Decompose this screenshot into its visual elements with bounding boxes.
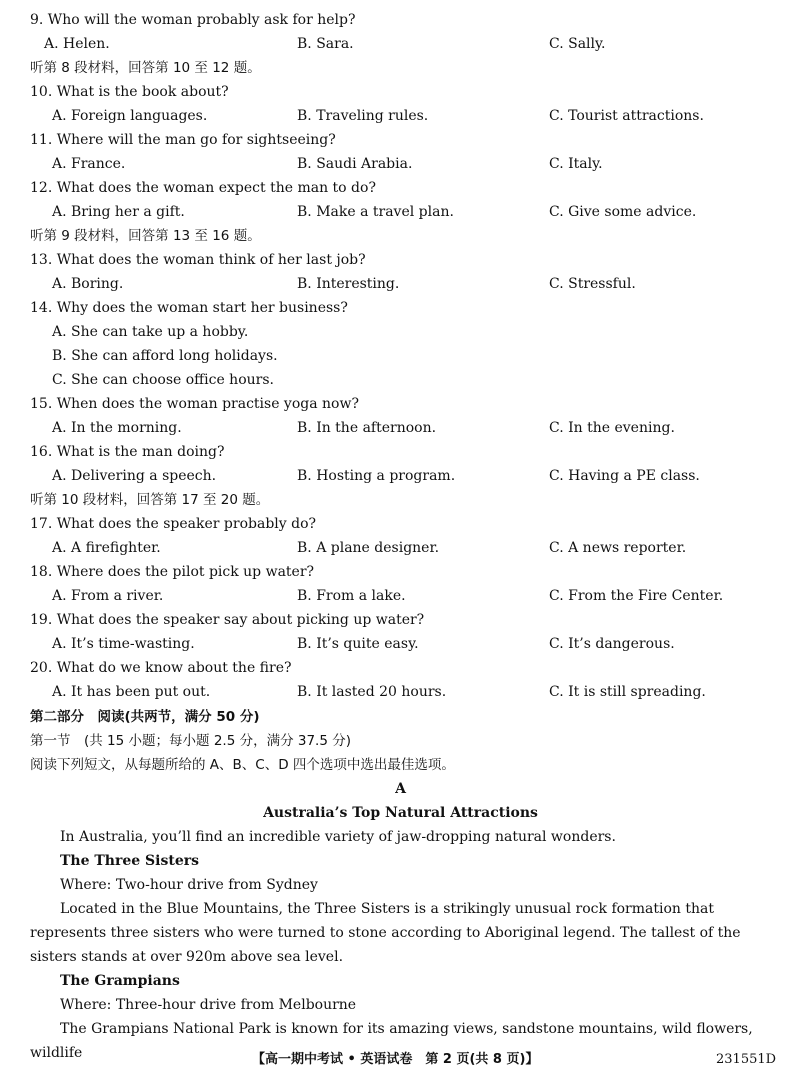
passage-intro: In Australia, you’ll find an incredible variety of jaw-dropping natural wonders. [60,829,616,845]
section-title-three-sisters: The Three Sisters [60,853,199,869]
option-b: B. In the afternoon. [297,420,437,436]
option-b: B. Sara. [297,36,354,52]
option-b: B. From a lake. [297,588,406,604]
option-c: C. From the Fire Center. [549,588,724,604]
reading-instruction: 阅读下列短文，从每题所给的 A、B、C、D 四个选项中选出最佳选项。 [30,757,455,773]
question-17: 17. What does the speaker probably do? [30,516,317,532]
option-a: A. Boring. [52,276,124,292]
question-16: 16. What is the man doing? [30,444,225,460]
question-14: 14. Why does the woman start her business? [30,300,348,316]
question-9: 9. Who will the woman probably ask for help? [30,12,356,28]
material-10-instruction: 听第 10 段材料，回答第 17 至 20 题。 [30,492,270,508]
option-a: A. She can take up a hobby. [52,324,249,340]
option-b: B. Hosting a program. [297,468,456,484]
three-sisters-description: Located in the Blue Mountains, the Three Sisters is a strikingly unusual rock formation that represents three sisters who were turned to stone according to Aboriginal legend. The tallest of the sisters stands at over 920m above sea level. [30,901,741,965]
option-a: A. It has been put out. [52,684,211,700]
option-c: C. Stressful. [549,276,636,292]
options-15 [0,416,801,440]
option-a: A. In the morning. [52,420,182,436]
three-sisters-location: Where: Two-hour drive from Sydney [60,877,318,893]
options-20 [0,680,801,704]
option-b: B. It lasted 20 hours. [297,684,447,700]
options-18 [0,584,801,608]
question-20: 20. What do we know about the fire? [30,660,292,676]
option-c: C. It is still spreading. [549,684,706,700]
grampians-location: Where: Three-hour drive from Melbourne [60,997,357,1013]
option-c: C. Give some advice. [549,204,697,220]
option-b: B. She can afford long holidays. [52,348,278,364]
option-c: C. A news reporter. [549,540,687,556]
option-b: B. Traveling rules. [297,108,429,124]
option-a: A. Helen. [44,36,110,52]
option-a: A. France. [52,156,126,172]
options-16 [0,464,801,488]
option-b: B. Interesting. [297,276,400,292]
question-10: 10. What is the book about? [30,84,229,100]
options-10 [0,104,801,128]
section-title-grampians: The Grampians [60,973,180,989]
material-8-instruction: 听第 8 段材料，回答第 10 至 12 题。 [30,60,261,76]
option-c: C. Having a PE class. [549,468,700,484]
material-9-instruction: 听第 9 段材料，回答第 13 至 16 题。 [30,228,261,244]
passage-letter: A [395,781,406,797]
options-13 [0,272,801,296]
option-a: A. A firefighter. [52,540,161,556]
option-c: C. Sally. [549,36,606,52]
exam-code: 231551D [716,1052,777,1067]
option-c: C. It’s dangerous. [549,636,675,652]
option-a: A. From a river. [52,588,164,604]
grampians-description: The Grampians National Park is known for its amazing views, sandstone mountains, wild flowers, wildlife [30,1021,753,1061]
option-b: B. It’s quite easy. [297,636,419,652]
option-a: A. It’s time-wasting. [52,636,195,652]
option-b: B. Make a travel plan. [297,204,454,220]
options-11 [0,152,801,176]
question-18: 18. Where does the pilot pick up water? [30,564,315,580]
option-b: B. Saudi Arabia. [297,156,413,172]
option-c: C. Italy. [549,156,603,172]
question-13: 13. What does the woman think of her last job? [30,252,366,268]
option-c: C. Tourist attractions. [549,108,704,124]
page-footer: 【高一期中考试 • 英语试卷 第 2 页(共 8 页)】 [252,1052,539,1067]
option-a: A. Foreign languages. [52,108,208,124]
question-15: 15. When does the woman practise yoga now? [30,396,359,412]
options-9 [0,32,801,56]
option-a: A. Delivering a speech. [52,468,217,484]
options-19 [0,632,801,656]
part-two-heading: 第二部分 阅读(共两节，满分 50 分) [30,709,260,725]
question-19: 19. What does the speaker say about picking up water? [30,612,425,628]
option-a: A. Bring her a gift. [52,204,185,220]
question-12: 12. What does the woman expect the man to do? [30,180,376,196]
option-b: B. A plane designer. [297,540,440,556]
passage-title: Australia’s Top Natural Attractions [263,805,538,821]
options-17 [0,536,801,560]
option-c: C. In the evening. [549,420,675,436]
question-11: 11. Where will the man go for sightseeing? [30,132,336,148]
option-c: C. She can choose office hours. [52,372,274,388]
section-one-heading: 第一节 (共 15 小题；每小题 2.5 分，满分 37.5 分) [30,733,351,749]
options-12 [0,200,801,224]
